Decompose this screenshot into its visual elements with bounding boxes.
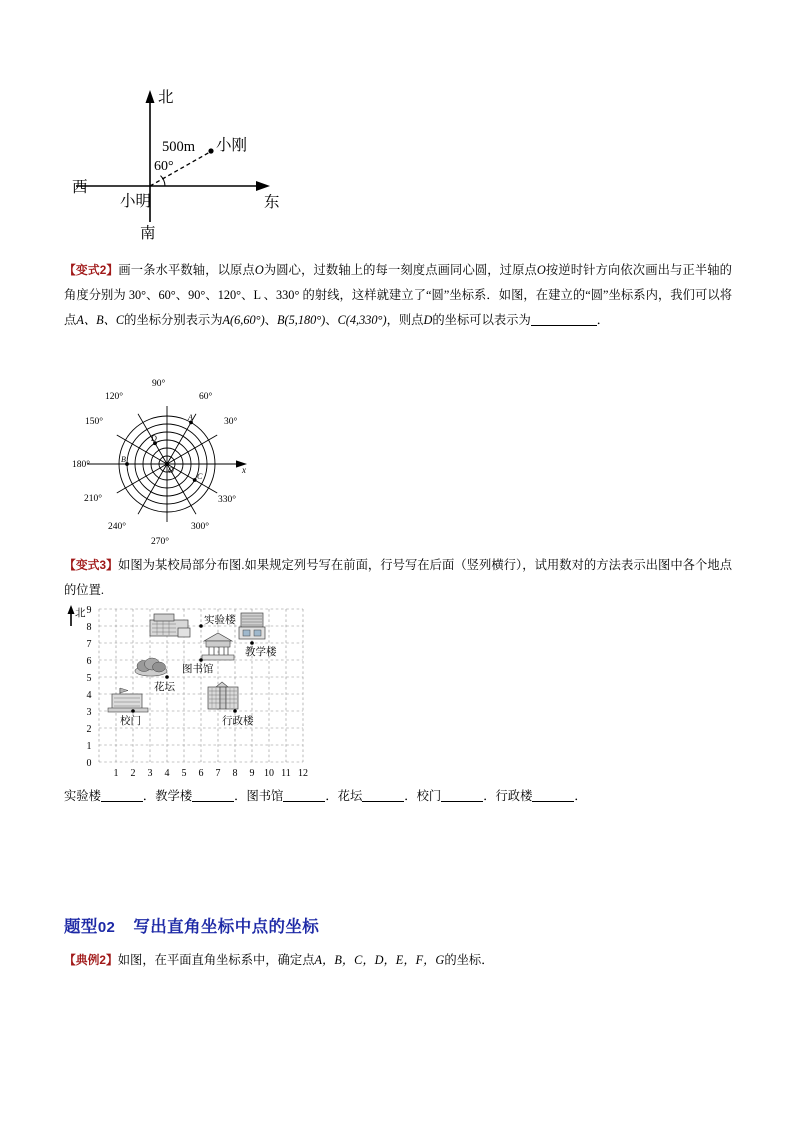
compass-label-angle: 60° — [154, 159, 174, 174]
variant2-var-d: D — [423, 313, 433, 327]
answer-sep-1: ． — [234, 789, 247, 803]
variant2-text-1: 画一条水平数轴，以原点 — [118, 263, 255, 277]
map-xtick-1: 1 — [113, 768, 119, 779]
variant2-text-3: 按逆时针方向依 — [545, 263, 633, 277]
compass-label-south: 南 — [140, 225, 156, 242]
map-xtick-2: 2 — [130, 768, 136, 779]
map-xtick-7: 7 — [215, 768, 221, 779]
map-ytick-6: 6 — [86, 656, 92, 667]
answer-sep-0: ． — [142, 789, 156, 803]
map-ytick-0: 0 — [86, 758, 92, 769]
variant3-answer-line — [64, 786, 732, 806]
polar-angle-label-150: 150° — [85, 417, 104, 427]
polar-angle-label-210: 210° — [84, 494, 103, 504]
section-title-text — [64, 913, 319, 937]
answer-label-shiyanlou: 实验楼 — [64, 789, 101, 803]
variant3-paragraph — [64, 553, 732, 603]
map-xtick-8: 8 — [232, 768, 238, 779]
answer-label-jiaoxuelou: 教学楼 — [155, 789, 193, 803]
variant2-text-6: 的坐标分别表示为 — [124, 313, 223, 327]
answer-sep-2: ． — [325, 789, 338, 803]
map-xtick-11: 11 — [281, 768, 291, 779]
variant2-text-10: ． — [596, 313, 610, 327]
answer-label-tushuguan: 图书馆 — [246, 789, 284, 803]
compass-label-xiaoming: 小明 — [120, 193, 152, 210]
polar-origin-label: O — [168, 466, 174, 475]
answer-label-huatan: 花坛 — [337, 789, 363, 803]
map-ytick-3: 3 — [86, 707, 92, 718]
example2-paragraph — [64, 948, 732, 973]
example2-tag: 【典例2】 — [64, 953, 118, 967]
polar-angle-label-120: 120° — [105, 392, 124, 402]
answer-blank-shiyanlou[interactable] — [101, 789, 143, 802]
polar-angle-label-30: 30° — [224, 417, 238, 427]
polar-angle-label-330: 330° — [218, 495, 237, 505]
section-title: 写出直角坐标中点的坐标 — [133, 918, 320, 936]
section-heading — [64, 910, 464, 940]
example2-text-2: 的坐标． — [444, 953, 494, 967]
answer-blank-huatan[interactable] — [362, 789, 404, 802]
map-xtick-4: 4 — [164, 768, 170, 779]
map-xtick-10: 10 — [264, 768, 274, 779]
polar-angle-label-180: 180° — [72, 460, 91, 470]
answer-label-xiaomen: 校门 — [416, 789, 442, 803]
variant3-text-2: 示出图中各个地点的位置. — [64, 558, 733, 597]
answer-sep-5: ． — [574, 789, 587, 803]
compass-label-distance: 500m — [162, 139, 196, 155]
variant3-text-1: 如图为某校局部分布图.如果规定列号写在前面，行号写在后面（竖列横行），试用数对的方法表 — [117, 558, 634, 572]
answer-label-xingzhenglou: 行政楼 — [495, 789, 533, 803]
map-xtick-12: 12 — [298, 768, 308, 779]
map-place-label-shiyanlou: 实验楼 — [204, 615, 236, 626]
variant3-tag: 【变式3】 — [64, 558, 118, 572]
compass-label-xiaogang: 小刚 — [216, 137, 248, 154]
answer-blank-xingzhenglou[interactable] — [532, 789, 574, 802]
map-ytick-4: 4 — [86, 690, 92, 701]
example2-text-1: 如图，在平面直角坐标系中，确定点 — [117, 953, 315, 967]
map-xtick-9: 9 — [249, 768, 255, 779]
polar-axis-x-label: x — [242, 465, 246, 475]
map-ytick-8: 8 — [86, 622, 92, 633]
variant2-paragraph — [64, 258, 732, 333]
polar-angle-label-300: 300° — [191, 522, 210, 532]
compass-label-west: 西 — [72, 179, 88, 196]
map-ytick-9: 9 — [86, 605, 92, 616]
polar-point-a-label: A — [188, 413, 193, 422]
polar-angle-label-240: 240° — [108, 522, 127, 532]
map-ytick-7: 7 — [86, 639, 92, 650]
polar-coordinate-diagram — [72, 372, 292, 550]
answer-blank-xiaomen[interactable] — [441, 789, 483, 802]
example2-vars: A，B，C，D，E，F，G — [314, 953, 445, 967]
polar-angle-label-270: 270° — [151, 537, 170, 547]
variant2-text-4: 次画出与正半轴的角度分别为 30°、60°、90°、120°、L 、330° 的射线，这样就建立了“圆”坐标系．如图，在建立的 — [64, 263, 732, 302]
variant2-sep-2: 、 — [325, 313, 338, 327]
variant2-coord-a: A(6,60°) — [222, 313, 265, 327]
answer-sep-3: ． — [404, 789, 417, 803]
map-place-label-xingzhenglou: 行政楼 — [222, 716, 254, 727]
variant2-coord-b: B(5,180°) — [276, 313, 326, 327]
compass-label-north: 北 — [158, 89, 174, 106]
map-ytick-5: 5 — [86, 673, 92, 684]
variant2-sep-1: 、 — [264, 313, 277, 327]
map-place-label-tushuguan: 图书馆 — [182, 664, 214, 675]
polar-point-d-label: D — [151, 434, 157, 443]
compass-direction-diagram — [64, 82, 354, 242]
polar-point-c-label: C — [197, 472, 203, 481]
school-layout-map — [62, 604, 362, 784]
map-place-label-jiaoxuelou: 教学楼 — [245, 647, 277, 658]
map-ytick-1: 1 — [86, 741, 92, 752]
variant2-text-7: ，则点 — [386, 313, 424, 327]
map-xtick-6: 6 — [198, 768, 204, 779]
map-xtick-3: 3 — [147, 768, 153, 779]
variant2-coord-c: C(4,330°) — [337, 313, 387, 327]
section-number: 02 — [97, 919, 116, 936]
variant2-vars-abc: A、B、C — [76, 313, 125, 327]
map-xtick-5: 5 — [181, 768, 187, 779]
compass-label-east: 东 — [264, 194, 280, 211]
variant2-var-o1: O — [254, 263, 264, 277]
polar-angle-label-90: 90° — [152, 379, 166, 389]
variant2-text-2: 为圆心，过数轴上的每一刻度点画同心圆，过原点 — [263, 263, 537, 277]
answer-sep-4: ． — [483, 789, 496, 803]
map-place-label-xiaomen: 校门 — [120, 716, 141, 727]
variant2-text-8: 的坐标 — [432, 313, 470, 327]
map-place-label-huatan: 花坛 — [154, 682, 175, 693]
variant2-answer-blank[interactable] — [531, 313, 597, 326]
variant2-var-o2: O — [536, 263, 546, 277]
polar-angle-label-60: 60° — [199, 392, 213, 402]
variant2-tag: 【变式2】 — [64, 263, 119, 277]
section-label: 题型 — [64, 918, 98, 936]
variant2-text-9: 可以表示为 — [469, 313, 531, 327]
variant2-text-5: “圆”坐标系内，我们可以将点 — [64, 288, 732, 327]
map-ytick-2: 2 — [86, 724, 92, 735]
map-north-label: 北 — [75, 608, 86, 619]
answer-blank-jiaoxuelou[interactable] — [192, 789, 234, 802]
polar-point-b-label: B — [121, 455, 126, 464]
answer-blank-tushuguan[interactable] — [283, 789, 325, 802]
